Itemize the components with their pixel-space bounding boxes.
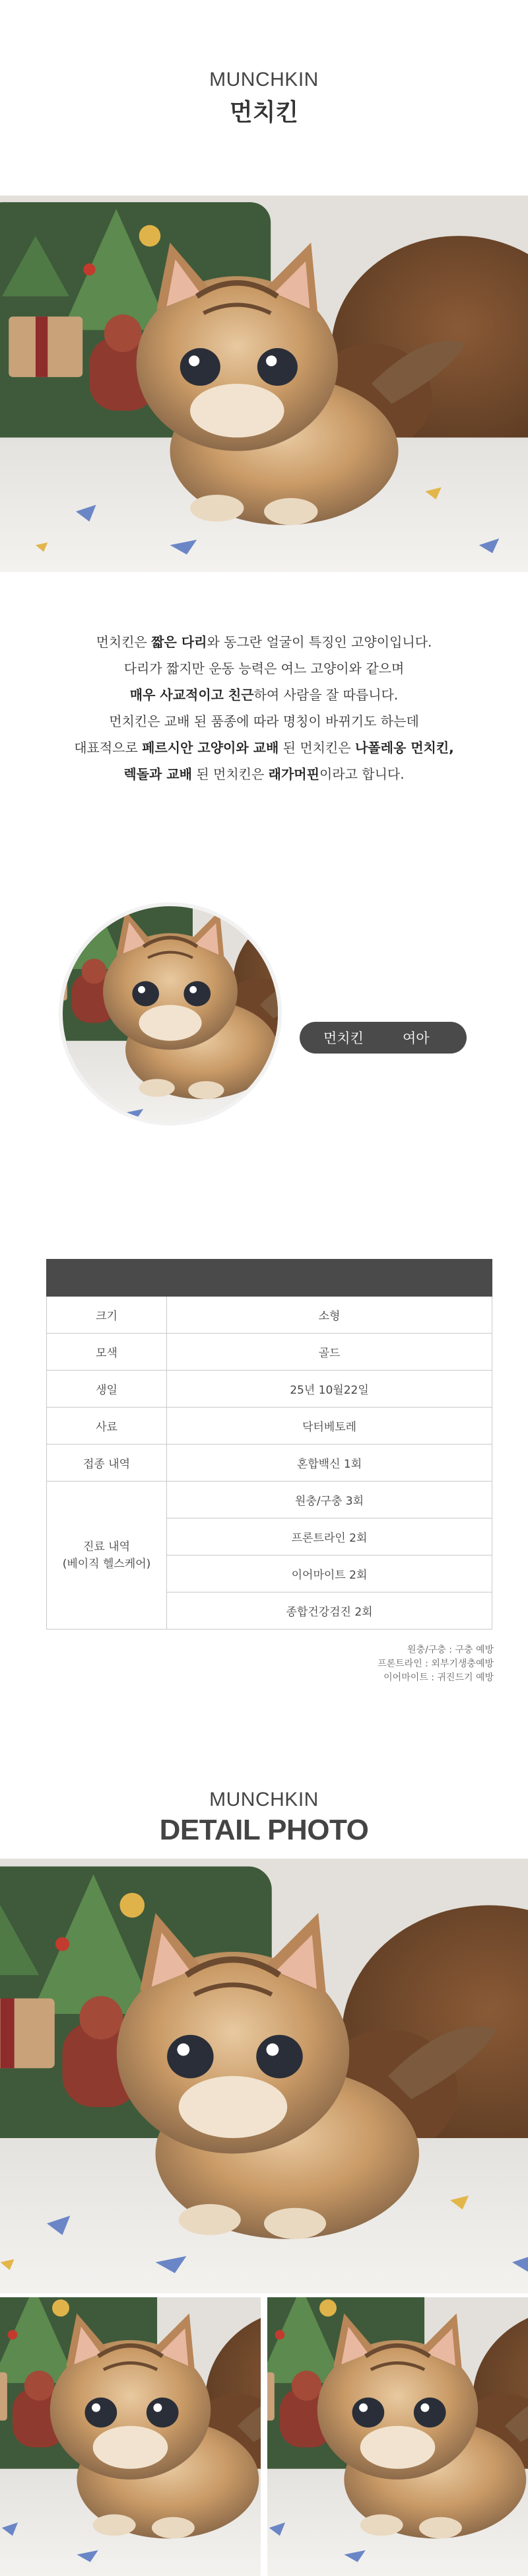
description-text: 먼치킨은 교배 된 품종에 따라 명칭이 바뀌기도 하는데	[109, 713, 419, 729]
row-value: 25년 10월22일	[167, 1371, 492, 1408]
description-line	[0, 734, 528, 761]
info-table	[46, 1259, 492, 1629]
medical-item: 종합건강검진 2회	[167, 1592, 492, 1629]
breed-description	[0, 629, 528, 787]
detail-photo-left	[0, 2297, 261, 2576]
row-label: 크기	[47, 1297, 167, 1334]
description-highlight: 나폴레옹 먼치킨,	[354, 740, 454, 756]
medical-history-label: 진료 내역 (베이직 헬스케어)	[47, 1482, 167, 1629]
title-block	[0, 69, 528, 127]
description-highlight: 래가머핀	[268, 766, 319, 782]
row-label: 사료	[47, 1408, 167, 1445]
description-line	[0, 629, 528, 655]
description-text: 와 동그란 얼굴이 특징인 고양이입니다.	[207, 634, 432, 650]
description-text: 먼치킨은	[96, 634, 152, 650]
detail-title-block	[0, 1789, 528, 1847]
main-photo	[0, 196, 528, 572]
table-row	[47, 1334, 492, 1371]
row-value: 닥터베토레	[167, 1408, 492, 1445]
profile-photo	[63, 906, 278, 1122]
breed-label: 먼치킨	[323, 1030, 364, 1046]
table-row	[47, 1371, 492, 1408]
description-text: 된 먼치킨은	[279, 740, 355, 756]
medical-item: 이어마이트 2회	[167, 1556, 492, 1592]
table-footnotes	[378, 1643, 494, 1685]
description-line	[0, 655, 528, 682]
description-highlight: 매우 사교적이고 친근	[129, 687, 254, 703]
breed-gender-badge	[300, 1022, 467, 1054]
gender-label: 여아	[403, 1030, 430, 1046]
row-value: 혼합백신 1회	[167, 1445, 492, 1482]
footnote: 이어마이트 : 귀진드기 예방	[383, 1672, 494, 1683]
table-row	[47, 1408, 492, 1445]
footnote: 프론트라인 : 외부기생충예방	[378, 1659, 494, 1669]
footnote: 원충/구충 : 구충 예방	[407, 1645, 494, 1655]
description-highlight: 렉돌과 교배	[123, 766, 192, 782]
description-line	[0, 682, 528, 708]
description-text: 다리가 짧지만 운동 능력은 여느 고양이와 같으며	[123, 661, 405, 676]
table-row	[47, 1297, 492, 1334]
detail-title-english: MUNCHKIN	[209, 1789, 319, 1810]
table-row	[47, 1482, 492, 1519]
description-line	[0, 761, 528, 787]
description-line	[0, 708, 528, 734]
medical-item: 프론트라인 2회	[167, 1519, 492, 1556]
row-label: 생일	[47, 1371, 167, 1408]
description-text: 이라고 합니다.	[319, 766, 405, 782]
description-text: 대표적으로	[74, 740, 143, 756]
description-highlight: 페르시안 고양이와 교배	[142, 740, 279, 756]
title-english: MUNCHKIN	[209, 69, 319, 90]
row-value: 소형	[167, 1297, 492, 1334]
detail-photo-large	[0, 1859, 528, 2293]
row-value: 골드	[167, 1334, 492, 1371]
detail-photo-right	[267, 2297, 528, 2576]
table-header-row	[47, 1260, 492, 1297]
description-text: 하여 사람을 잘 따릅니다.	[253, 687, 399, 703]
row-label: 접종 내역	[47, 1445, 167, 1482]
row-label: 모색	[47, 1334, 167, 1371]
description-text: 된 먼치킨은	[191, 766, 269, 782]
description-highlight: 짧은 다리	[151, 634, 207, 650]
title-korean: 먼치킨	[229, 99, 299, 126]
medical-item: 원충/구충 3회	[167, 1482, 492, 1519]
table-row	[47, 1445, 492, 1482]
detail-title: DETAIL PHOTO	[159, 1814, 369, 1846]
